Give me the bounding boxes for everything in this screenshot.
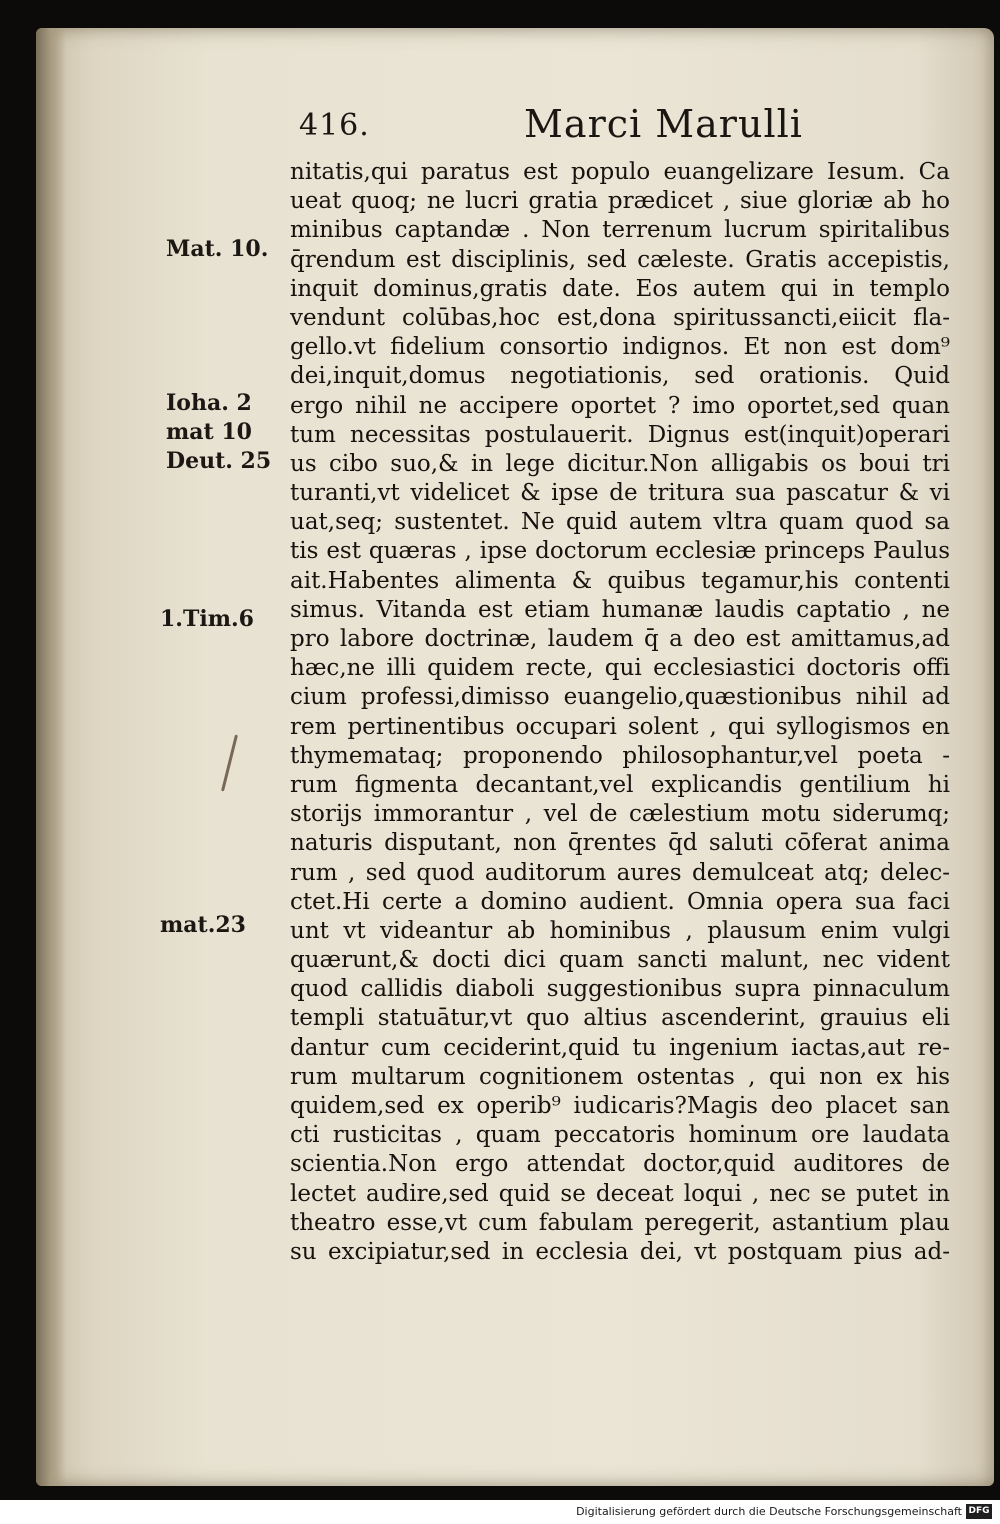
margin-note: Ioha. 2 bbox=[166, 390, 252, 416]
text-line: q̄rendum est disciplinis, sed cæleste. Gratis accepistis, bbox=[290, 246, 950, 273]
margin-note: Mat. 10. bbox=[166, 236, 269, 262]
text-line: ergo nihil ne accipere oportet ? imo oportet,sed quan bbox=[290, 392, 950, 419]
text-line: su excipiatur,sed in ecclesia dei, vt postquam pius ad- bbox=[290, 1238, 950, 1265]
text-line: quod callidis diaboli suggestionibus supra pinnaculum bbox=[290, 976, 950, 1003]
text-line: uat,seq; sustentet. Ne quid autem vltra quam quod sa bbox=[290, 509, 950, 536]
margin-note: 1.Tim.6 bbox=[160, 606, 254, 632]
running-head bbox=[299, 100, 859, 150]
text-line: inquit dominus,gratis date. Eos autem qui in templo bbox=[290, 275, 950, 302]
text-line: storijs immorantur , vel de cælestium motu siderumq; bbox=[290, 801, 950, 828]
text-line: thymemataq; proponendo philosophantur,vel poeta - bbox=[290, 742, 950, 769]
text-line: gello.vt fidelium consortio indignos. Et non est dom⁹ bbox=[290, 334, 950, 361]
text-line: nitatis,qui paratus est populo euangelizare Iesum. Ca bbox=[290, 159, 950, 185]
text-line: scientia.Non ergo attendat doctor,quid auditores de bbox=[290, 1151, 950, 1178]
body-text bbox=[290, 158, 950, 1267]
text-line: quærunt,& docti dici quam sancti malunt, nec vident bbox=[290, 947, 950, 974]
footer-bar bbox=[0, 1500, 1000, 1524]
text-line: theatro esse,vt cum fabulam peregerit, astantium plau bbox=[290, 1209, 950, 1236]
text-line: quidem,sed ex operib⁹ iudicaris?Magis deo placet san bbox=[290, 1093, 950, 1119]
margin-note: mat 10 bbox=[166, 419, 252, 445]
text-line: tum necessitas postulauerit. Dignus est(inquit)operari bbox=[290, 421, 950, 448]
text-line: naturis disputant, non q̄rentes q̄d saluti cōferat anima bbox=[290, 830, 950, 857]
text-line: lectet audire,sed quid se deceat loqui , nec se putet in bbox=[290, 1180, 950, 1207]
text-line: vendunt colūbas,hoc est,dona spiritussancti,eiicit fla- bbox=[290, 304, 950, 331]
text-line: hæc,ne illi quidem recte, qui ecclesiastici doctoris offi bbox=[290, 655, 950, 682]
text-line: unt vt videantur ab hominibus , plausum enim vulgi bbox=[290, 917, 950, 944]
dfg-logo: DFG bbox=[966, 1504, 992, 1519]
text-line: turanti,vt videlicet & ipse de tritura sua pascatur & vi bbox=[290, 480, 950, 507]
text-line: dei,inquit,domus negotiationis, sed orationis. Quid bbox=[290, 363, 950, 390]
text-line: dantur cum ceciderint,quid tu ingenium iactas,aut re- bbox=[290, 1034, 950, 1061]
book-page bbox=[36, 28, 994, 1486]
text-line: simus. Vitanda est etiam humanæ laudis captatio , ne bbox=[290, 596, 950, 623]
text-line: rum figmenta decantant,vel explicandis gentilium hi bbox=[290, 771, 950, 798]
text-line: pro labore doctrinæ, laudem q̄ a deo est amittamus,ad bbox=[290, 626, 950, 652]
text-line: templi statuātur,vt quo altius ascenderint, grauius eli bbox=[290, 1005, 950, 1032]
running-title: Marci Marulli bbox=[524, 102, 803, 146]
text-line: ctet.Hi certe a domino audient. Omnia opera sua faci bbox=[290, 888, 950, 915]
text-line: us cibo suo,& in lege dicitur.Non alligabis os boui tri bbox=[290, 450, 950, 477]
funding-credit: Digitalisierung gefördert durch die Deutsche Forschungsgemeinschaft bbox=[576, 1505, 962, 1518]
margin-note: mat.23 bbox=[160, 912, 246, 938]
text-line: cti rusticitas , quam peccatoris hominum ore laudata bbox=[290, 1122, 950, 1149]
text-line: minibus captandæ . Non terrenum lucrum spiritalibus bbox=[290, 217, 950, 244]
text-line: ueat quoq; ne lucri gratia prædicet , siue gloriæ ab ho bbox=[290, 188, 950, 215]
page-number: 416. bbox=[299, 108, 370, 143]
text-line: tis est quæras , ipse doctorum ecclesiæ princeps Paulus bbox=[290, 538, 950, 565]
margin-note: Deut. 25 bbox=[166, 448, 272, 474]
text-line: rum , sed quod auditorum aures demulceat atq; delec- bbox=[290, 859, 950, 886]
margin-notes bbox=[36, 28, 276, 1328]
text-line: rem pertinentibus occupari solent , qui syllogismos en bbox=[290, 713, 950, 740]
text-line: ait.Habentes alimenta & quibus tegamur,his contenti bbox=[290, 567, 950, 594]
text-line: rum multarum cognitionem ostentas , qui non ex his bbox=[290, 1063, 950, 1090]
text-line: cium professi,dimisso euangelio,quæstionibus nihil ad bbox=[290, 684, 950, 711]
